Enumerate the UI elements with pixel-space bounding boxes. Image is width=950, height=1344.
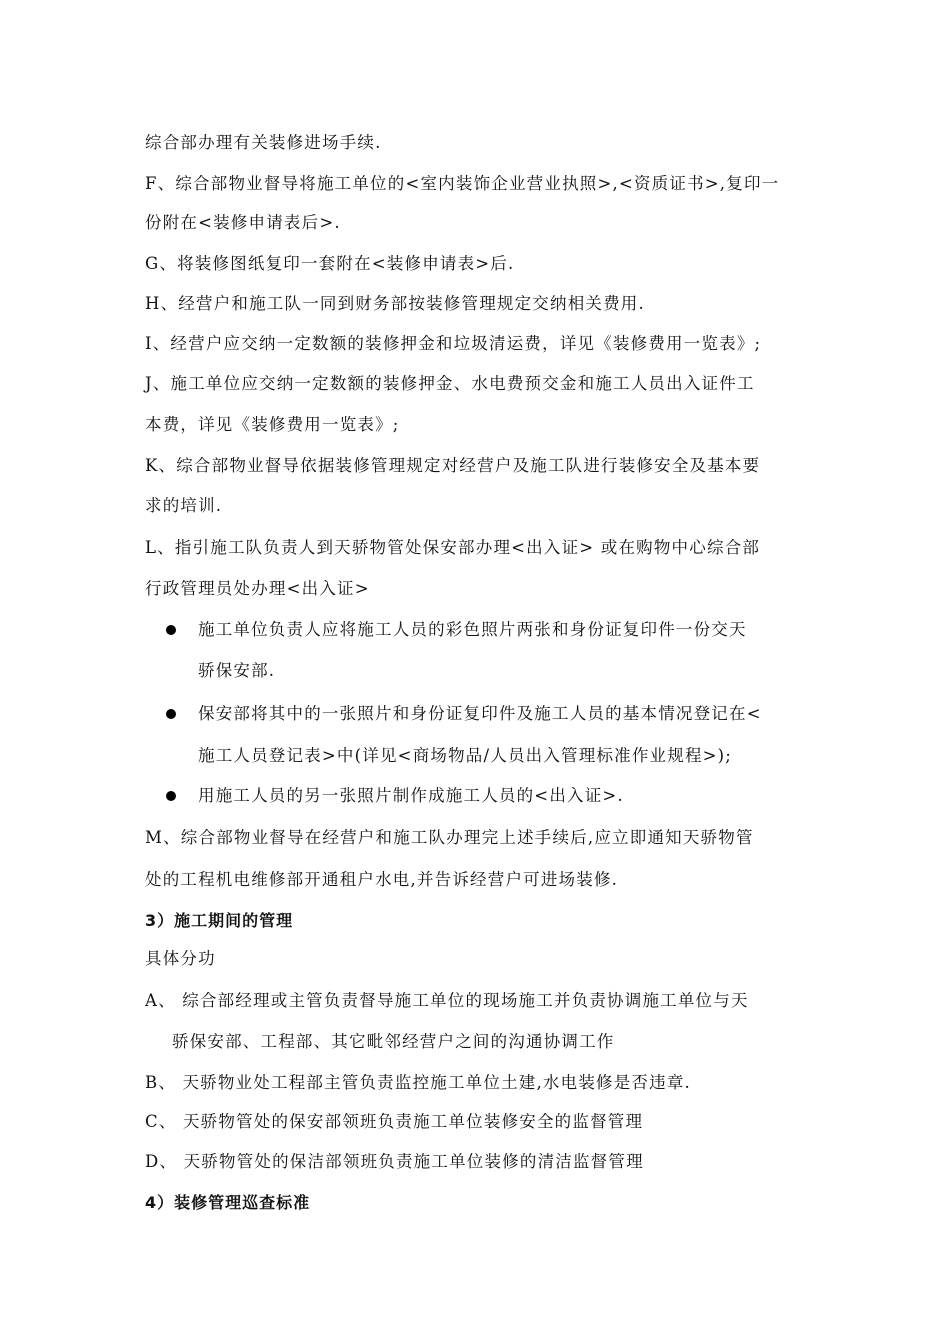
subheading: 具体分功 (145, 949, 216, 968)
bullet-text: 保安部将其中的一张照片和身份证复印件及施工人员的基本情况登记在< (198, 704, 762, 723)
list-item: D、 天骄物管处的保洁部领班负责施工单位装修的清洁监督管理 (145, 1152, 644, 1171)
bullet-text: 骄保安部. (198, 661, 276, 680)
text-line: L、指引施工队负责人到天骄物管处保安部办理<出入证> 或在购物中心综合部 (145, 538, 761, 557)
text-line: K、综合部物业督导依据装修管理规定对经营户及施工队进行装修安全及基本要 (145, 456, 761, 475)
text-line: 处的工程机电维修部开通租户水电,并告诉经营户可进场装修. (145, 870, 619, 889)
list-item: A、 综合部经理或主管负责督导施工单位的现场施工并负责协调施工单位与天 (145, 991, 749, 1010)
list-item: B、 天骄物业处工程部主管负责监控施工单位土建,水电装修是否违章. (145, 1073, 691, 1092)
bullet-text: 施工单位负责人应将施工人员的彩色照片两张和身份证复印件一份交天 (198, 620, 747, 639)
text-line: 份附在<装修申请表后>. (145, 213, 341, 232)
text-line: 求的培训. (145, 496, 223, 515)
text-line: 本费，详见《装修费用一览表》; (145, 415, 400, 434)
text-line: M、综合部物业督导在经营户和施工队办理完上述手续后,应立即通知天骄物管 (145, 828, 754, 847)
text-line: F、综合部物业督导将施工单位的<室内装饰企业营业执照>,<资质证书>,复印一 (145, 174, 780, 193)
section-heading: 4）装修管理巡查标准 (145, 1193, 311, 1212)
text-line: I、经营户应交纳一定数额的装修押金和垃圾清运费，详见《装修费用一览表》; (145, 334, 762, 353)
text-line: H、经营户和施工队一同到财务部按装修管理规定交纳相关费用. (145, 294, 645, 313)
text-line: G、将装修图纸复印一套附在<装修申请表>后. (145, 254, 515, 273)
bullet-icon (166, 791, 176, 801)
section-heading: 3）施工期间的管理 (145, 911, 294, 930)
list-item: 骄保安部、工程部、其它毗邻经营户之间的沟通协调工作 (172, 1032, 615, 1051)
bullet-icon (166, 625, 176, 635)
bullet-icon (166, 709, 176, 719)
list-item: C、 天骄物管处的保安部领班负责施工单位装修安全的监督管理 (145, 1112, 644, 1131)
text-line: J、施工单位应交纳一定数额的装修押金、水电费预交金和施工人员出入证件工 (145, 374, 755, 393)
text-line: 综合部办理有关装修进场手续. (145, 133, 382, 152)
bullet-text: 用施工人员的另一张照片制作成施工人员的<出入证>. (198, 786, 624, 805)
bullet-text: 施工人员登记表>中(详见<商场物品/人员出入管理标准作业规程>); (198, 746, 733, 765)
text-line: 行政管理员处办理<出入证> (145, 579, 370, 598)
